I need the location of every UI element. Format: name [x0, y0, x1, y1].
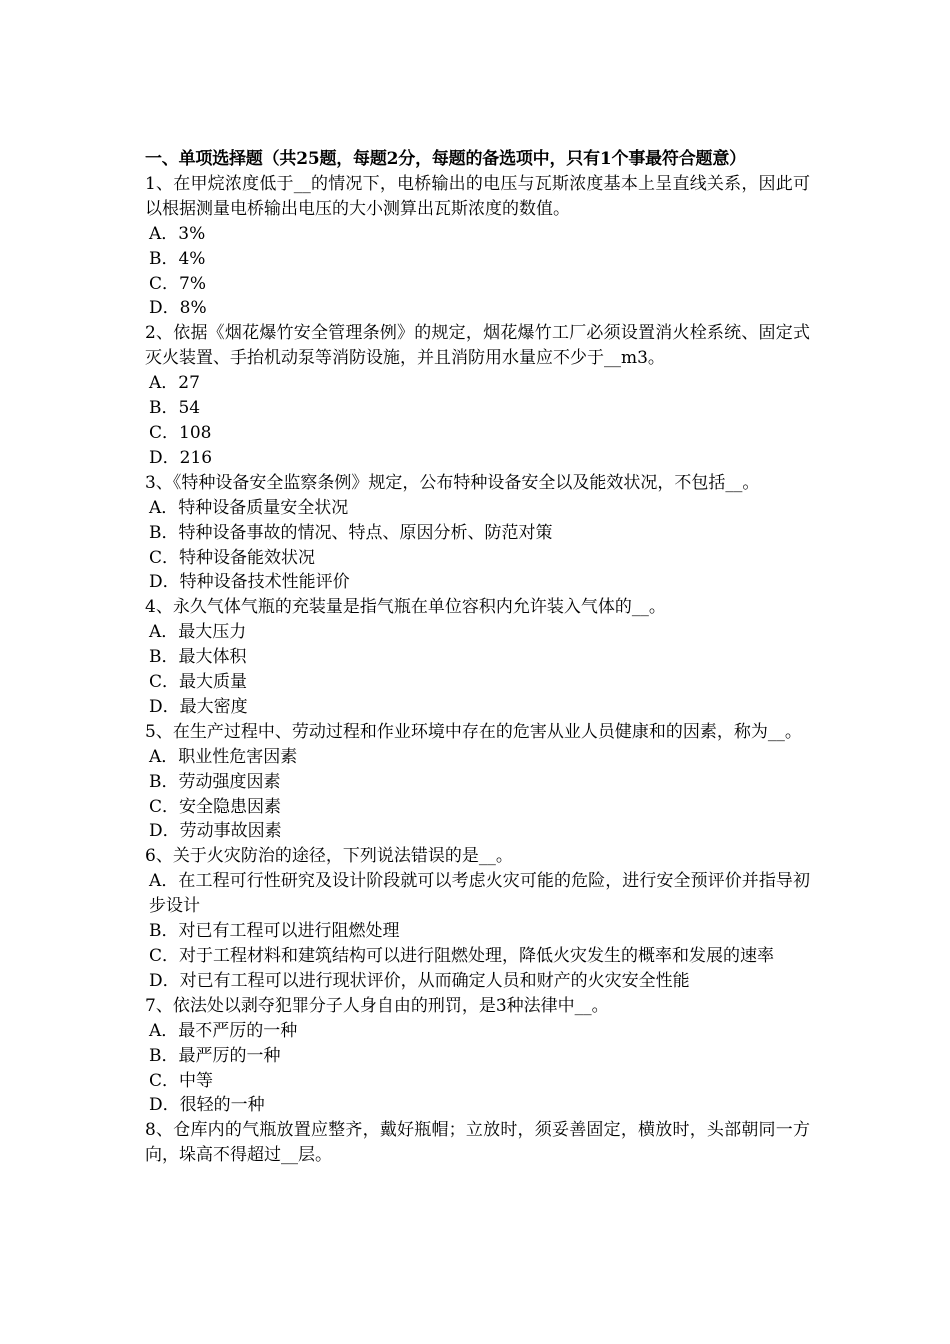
option-b: B．对已有工程可以进行阻燃处理 — [149, 921, 400, 942]
question-6 — [145, 844, 810, 993]
question-8 — [145, 1118, 810, 1168]
question-7 — [145, 994, 810, 1119]
option-c: C．108 — [149, 422, 212, 443]
option-d: D．特种设备技术性能评价 — [149, 572, 350, 593]
question-text: 8、仓库内的气瓶放置应整齐，戴好瓶帽；立放时，须妥善固定，横放时，头部朝同一方向，垛高不得超过__层。 — [145, 1120, 810, 1166]
question-3 — [145, 471, 810, 596]
option-b: B．劳动强度因素 — [149, 771, 281, 792]
option-a: A．27 — [149, 373, 200, 394]
option-a: A．职业性危害因素 — [149, 746, 298, 767]
option-a: A．最不严厉的一种 — [149, 1020, 298, 1041]
question-text: 6、关于火灾防治的途径，下列说法错误的是__。 — [145, 846, 513, 867]
question-text: 1、在甲烷浓度低于__的情况下，电桥输出的电压与瓦斯浓度基本上呈直线关系，因此可以根据测量电桥输出电压的大小测算出瓦斯浓度的数值。 — [145, 173, 810, 219]
option-a: A．3% — [149, 223, 206, 244]
question-1 — [145, 172, 810, 321]
question-text: 4、永久气体气瓶的充装量是指气瓶在单位容积内允许装入气体的__。 — [145, 597, 666, 618]
option-c: C．最大质量 — [149, 672, 248, 693]
question-5 — [145, 720, 810, 845]
option-a: A．最大压力 — [149, 622, 247, 643]
question-2 — [145, 321, 810, 470]
question-4 — [145, 595, 810, 720]
section-title: 一、单项选择题（共25题，每题2分，每题的备选项中，只有1个事最符合题意） — [145, 149, 746, 169]
option-a: A．在工程可行性研究及设计阶段就可以考虑火灾可能的危险，进行安全预评价并指导初步设计 — [149, 871, 810, 917]
option-a: A．特种设备质量安全状况 — [149, 497, 349, 518]
option-c: C．安全隐患因素 — [149, 796, 282, 817]
option-c: C．特种设备能效状况 — [149, 547, 316, 568]
option-b: B．特种设备事故的情况、特点、原因分析、防范对策 — [149, 522, 553, 543]
option-d: D．很轻的一种 — [149, 1095, 265, 1116]
document-page — [145, 147, 810, 1168]
option-d: D．劳动事故因素 — [149, 821, 282, 842]
option-d: D．对已有工程可以进行现状评价，从而确定人员和财产的火灾安全性能 — [149, 970, 690, 991]
option-c: C．对于工程材料和建筑结构可以进行阻燃处理，降低火灾发生的概率和发展的速率 — [149, 946, 775, 966]
question-text: 3、《特种设备安全监察条例》规定，公布特种设备安全以及能效状况，不包括__。 — [145, 472, 760, 493]
question-text: 5、在生产过程中、劳动过程和作业环境中存在的危害从业人员健康和的因素，称为__。 — [145, 721, 802, 742]
option-d: D．最大密度 — [149, 696, 248, 717]
option-b: B．4% — [149, 248, 206, 269]
question-text: 7、依法处以剥夺犯罪分子人身自由的刑罚，是3种法律中__。 — [145, 995, 609, 1016]
option-b: B．最大体积 — [149, 647, 247, 668]
option-c: C．中等 — [149, 1070, 214, 1091]
option-c: C．7% — [149, 273, 206, 294]
option-b: B．54 — [149, 398, 201, 419]
option-b: B．最严厉的一种 — [149, 1045, 281, 1066]
option-d: D．8% — [149, 298, 207, 319]
option-d: D．216 — [149, 447, 213, 468]
question-text: 2、依据《烟花爆竹安全管理条例》的规定，烟花爆竹工厂必须设置消火栓系统、固定式灭火装置、手抬机动泵等消防设施，并且消防用水量应不少于__m3。 — [145, 323, 810, 369]
